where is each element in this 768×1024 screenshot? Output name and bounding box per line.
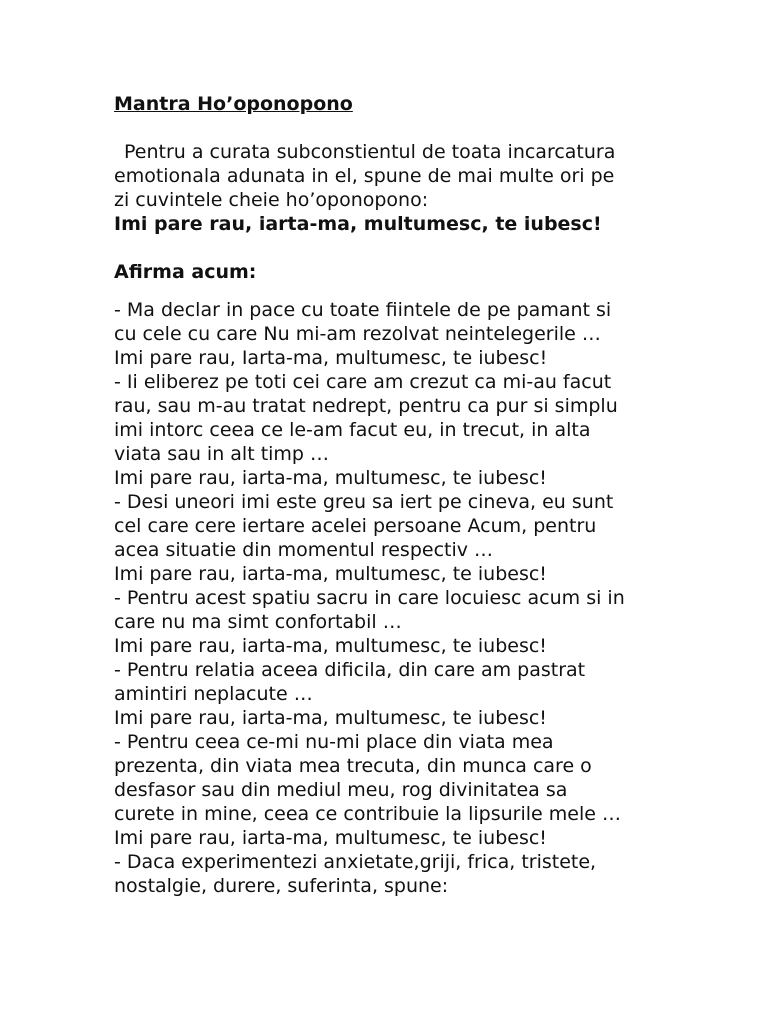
body-line: acea situatie din momentul respectiv … [114,539,494,561]
body-line: imi intorc ceea ce le-am facut eu, in trecut, in alta [114,419,591,441]
body-line: nostalgie, durere, suferinta, spune: [114,875,449,897]
body-line: desfasor sau din mediul meu, rog divinitatea sa [114,779,568,801]
intro-line: emotionala adunata in el, spune de mai multe ori pe [114,165,615,187]
body-line: - Desi uneori imi este greu sa iert pe cineva, eu sunt [114,491,614,513]
body-line: Imi pare rau, iarta-ma, multumesc, te iubesc! [114,635,547,657]
body-line: - Ma declar in pace cu toate fiintele de pe pamant si [114,299,612,321]
affirmations-body [114,298,674,898]
body-line: amintiri neplacute … [114,683,313,705]
body-line: - Pentru relatia aceea dificila, din care am pastrat [114,659,586,681]
body-line: - Ii eliberez pe toti cei care am crezut ca mi-au facut [114,371,612,393]
intro-paragraph [114,140,674,236]
body-line: Imi pare rau, iarta-ma, multumesc, te iubesc! [114,827,547,849]
body-line: viata sau in alt timp … [114,443,330,465]
document-title: Mantra Ho’oponopono [114,93,353,115]
body-line: - Pentru ceea ce-mi nu-mi place din viata mea [114,731,554,753]
body-line: - Pentru acest spatiu sacru in care locuiesc acum si in [114,587,625,609]
body-line: Imi pare rau, iarta-ma, multumesc, te iubesc! [114,707,547,729]
body-line: cu cele cu care Nu mi-am rezolvat neintelegerile … [114,323,601,345]
key-phrase: Imi pare rau, iarta-ma, multumesc, te iubesc! [114,213,602,235]
body-line: Imi pare rau, iarta-ma, multumesc, te iubesc! [114,467,547,489]
body-line: cel care cere iertare acelei persoane Acum, pentru [114,515,597,537]
body-line: care nu ma simt confortabil … [114,611,402,633]
section-heading: Afirma acum: [114,261,257,283]
intro-line: zi cuvintele cheie ho’oponopono: [114,189,429,211]
document-page [114,92,674,898]
body-line: prezenta, din viata mea trecuta, din munca care o [114,755,592,777]
intro-line [114,140,674,164]
body-line: Imi pare rau, iarta-ma, multumesc, te iubesc! [114,563,547,585]
body-line: curete in mine, ceea ce contribuie la lipsurile mele … [114,803,621,825]
body-line: Imi pare rau, Iarta-ma, multumesc, te iubesc! [114,347,548,369]
body-line: rau, sau m-au tratat nedrept, pentru ca pur si simplu [114,395,618,417]
intro-line-text: Pentru a curata subconstientul de toata incarcatura [124,141,616,163]
body-line: - Daca experimentezi anxietate,griji, frica, tristete, [114,851,597,873]
